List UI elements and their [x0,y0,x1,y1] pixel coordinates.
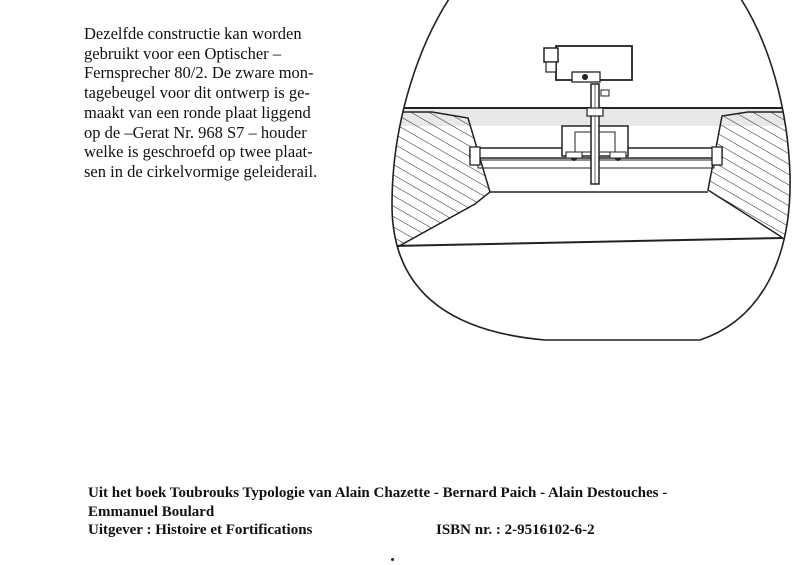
description-line: Dezelfde constructie kan worden [84,24,302,43]
description-line: welke is geschroefd op twee plaat- [84,142,313,162]
description-paragraph [84,24,374,182]
left-wall-hatched [380,112,490,252]
description-line: tagebeugel voor dit ontwerp is ge- [84,83,310,103]
description-line: Fernsprecher 80/2. De zware mon- [84,63,314,83]
description-line: gebruikt voor een Optischer – [84,43,282,63]
description-line: op de –Gerat Nr. 968 S7 – houder [84,122,307,142]
optical-mount-cross-section-figure [380,0,792,345]
credits-line-authors: Uit het boek Toubrouks Typologie van Alain Chazette - Bernard Paich - Alain Destouches - [88,485,668,501]
right-wall-hatched [708,112,792,252]
description-line: maakt van een ronde plaat liggend [84,102,311,122]
book-credits [88,484,788,540]
credits-publisher: Uitgever : Histoire et Fortifications [88,522,313,538]
credits-isbn: ISBN nr. : 2-9516102-6-2 [436,522,595,538]
base-line [392,238,782,246]
description-line: sen in de cirkelvormige geleiderail. [84,161,318,181]
credits-line-authors-cont: Emmanuel Boulard [88,503,215,520]
scan-speck [391,558,394,561]
section-view [380,46,792,252]
